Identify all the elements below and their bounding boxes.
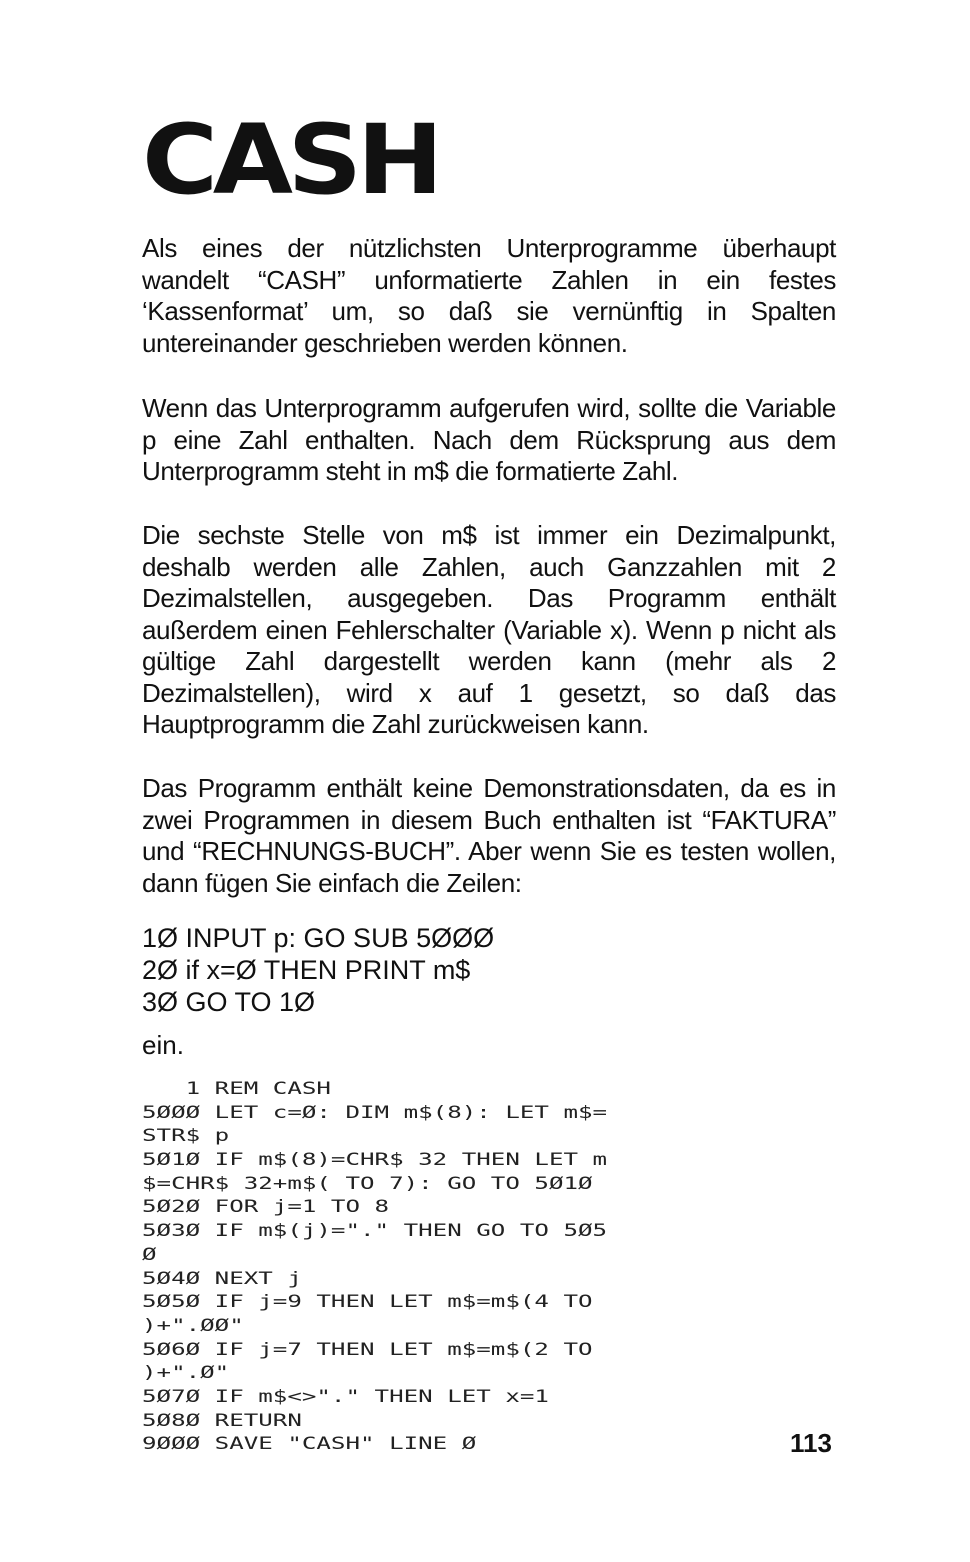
paragraph-intro: Als eines der nützlichsten Unterprogramme überhaupt wandelt “CASH” unformatierte Zahlen in ein festes ‘Kassenformat’ um, so daß sie vernünftig in Spalten untereinander geschrieben werden können. [142,233,836,358]
listing-line: 1 REM CASH [142,1079,331,1099]
test-code-line: 3Ø GO TO 1Ø [142,987,316,1017]
listing-line: 5Ø8Ø RETURN [142,1410,302,1431]
listing-line: )+".Ø" [142,1363,230,1384]
listing-line: Ø [142,1244,157,1265]
listing-line: 9ØØØ SAVE "CASH" LINE Ø [142,1434,477,1455]
trailing-word: ein. [142,1030,184,1060]
paragraph-demo: Das Programm enthält keine Demonstrationsdaten, da es in zwei Programmen in diesem Buch enthalten ist “FAKTURA” und “RECHNUNGS-BUCH”. Aber wenn Sie es testen wollen, dann fügen Sie einfach die Zeilen: [142,773,836,898]
listing-line: 5Ø1Ø IF m$(8)=CHR$ 32 THEN LET m [142,1150,608,1171]
paragraph-usage: Wenn das Unterprogramm aufgerufen wird, sollte die Variable p eine Zahl enthalten. Nach dem Rücksprung aus dem Unterprogramm steht in m$ die formatierte Zahl. [142,393,836,486]
test-code-line: 2Ø if x=Ø THEN PRINT m$ [142,955,471,985]
test-code-lines [142,922,494,1018]
page-number: 113 [790,1428,832,1458]
listing-line: $=CHR$ 32+m$( TO 7): GO TO 5Ø1Ø [142,1173,593,1194]
listing-line: 5Ø2Ø FOR j=1 TO 8 [142,1197,390,1218]
listing-line: 5Ø6Ø IF j=7 THEN LET m$=m$(2 TO [142,1339,593,1360]
test-code-line: 1Ø INPUT p: GO SUB 5ØØØ [142,923,495,953]
listing-line: 5Ø7Ø IF m$<>"." THEN LET x=1 [142,1386,549,1407]
listing-line: STR$ p [142,1126,230,1147]
page-title: CASH [142,104,439,216]
listing-line: 5ØØØ LET c=Ø: DIM m$(8): LET m$= [142,1102,608,1123]
program-listing [142,1078,607,1457]
listing-line: 5Ø4Ø NEXT j [142,1268,302,1289]
listing-line: )+".ØØ" [142,1315,244,1336]
paragraph-format: Die sechste Stelle von m$ ist immer ein Dezimalpunkt, deshalb werden alle Zahlen, auch Ganzzahlen mit 2 Dezimalstellen, ausgegeben. Das Programm enthält außerdem einen Fehlerschalter (Variable x). Wenn p nicht als gültige Zahl dargestellt werden kann (mehr als 2 Dezimalstellen), wird x auf 1 gesetzt, so daß das Hauptprogramm die Zahl zurückweisen kann. [142,520,836,739]
listing-line: 5Ø5Ø IF j=9 THEN LET m$=m$(4 TO [142,1292,593,1313]
listing-line: 5Ø3Ø IF m$(j)="." THEN GO TO 5Ø5 [142,1221,608,1242]
